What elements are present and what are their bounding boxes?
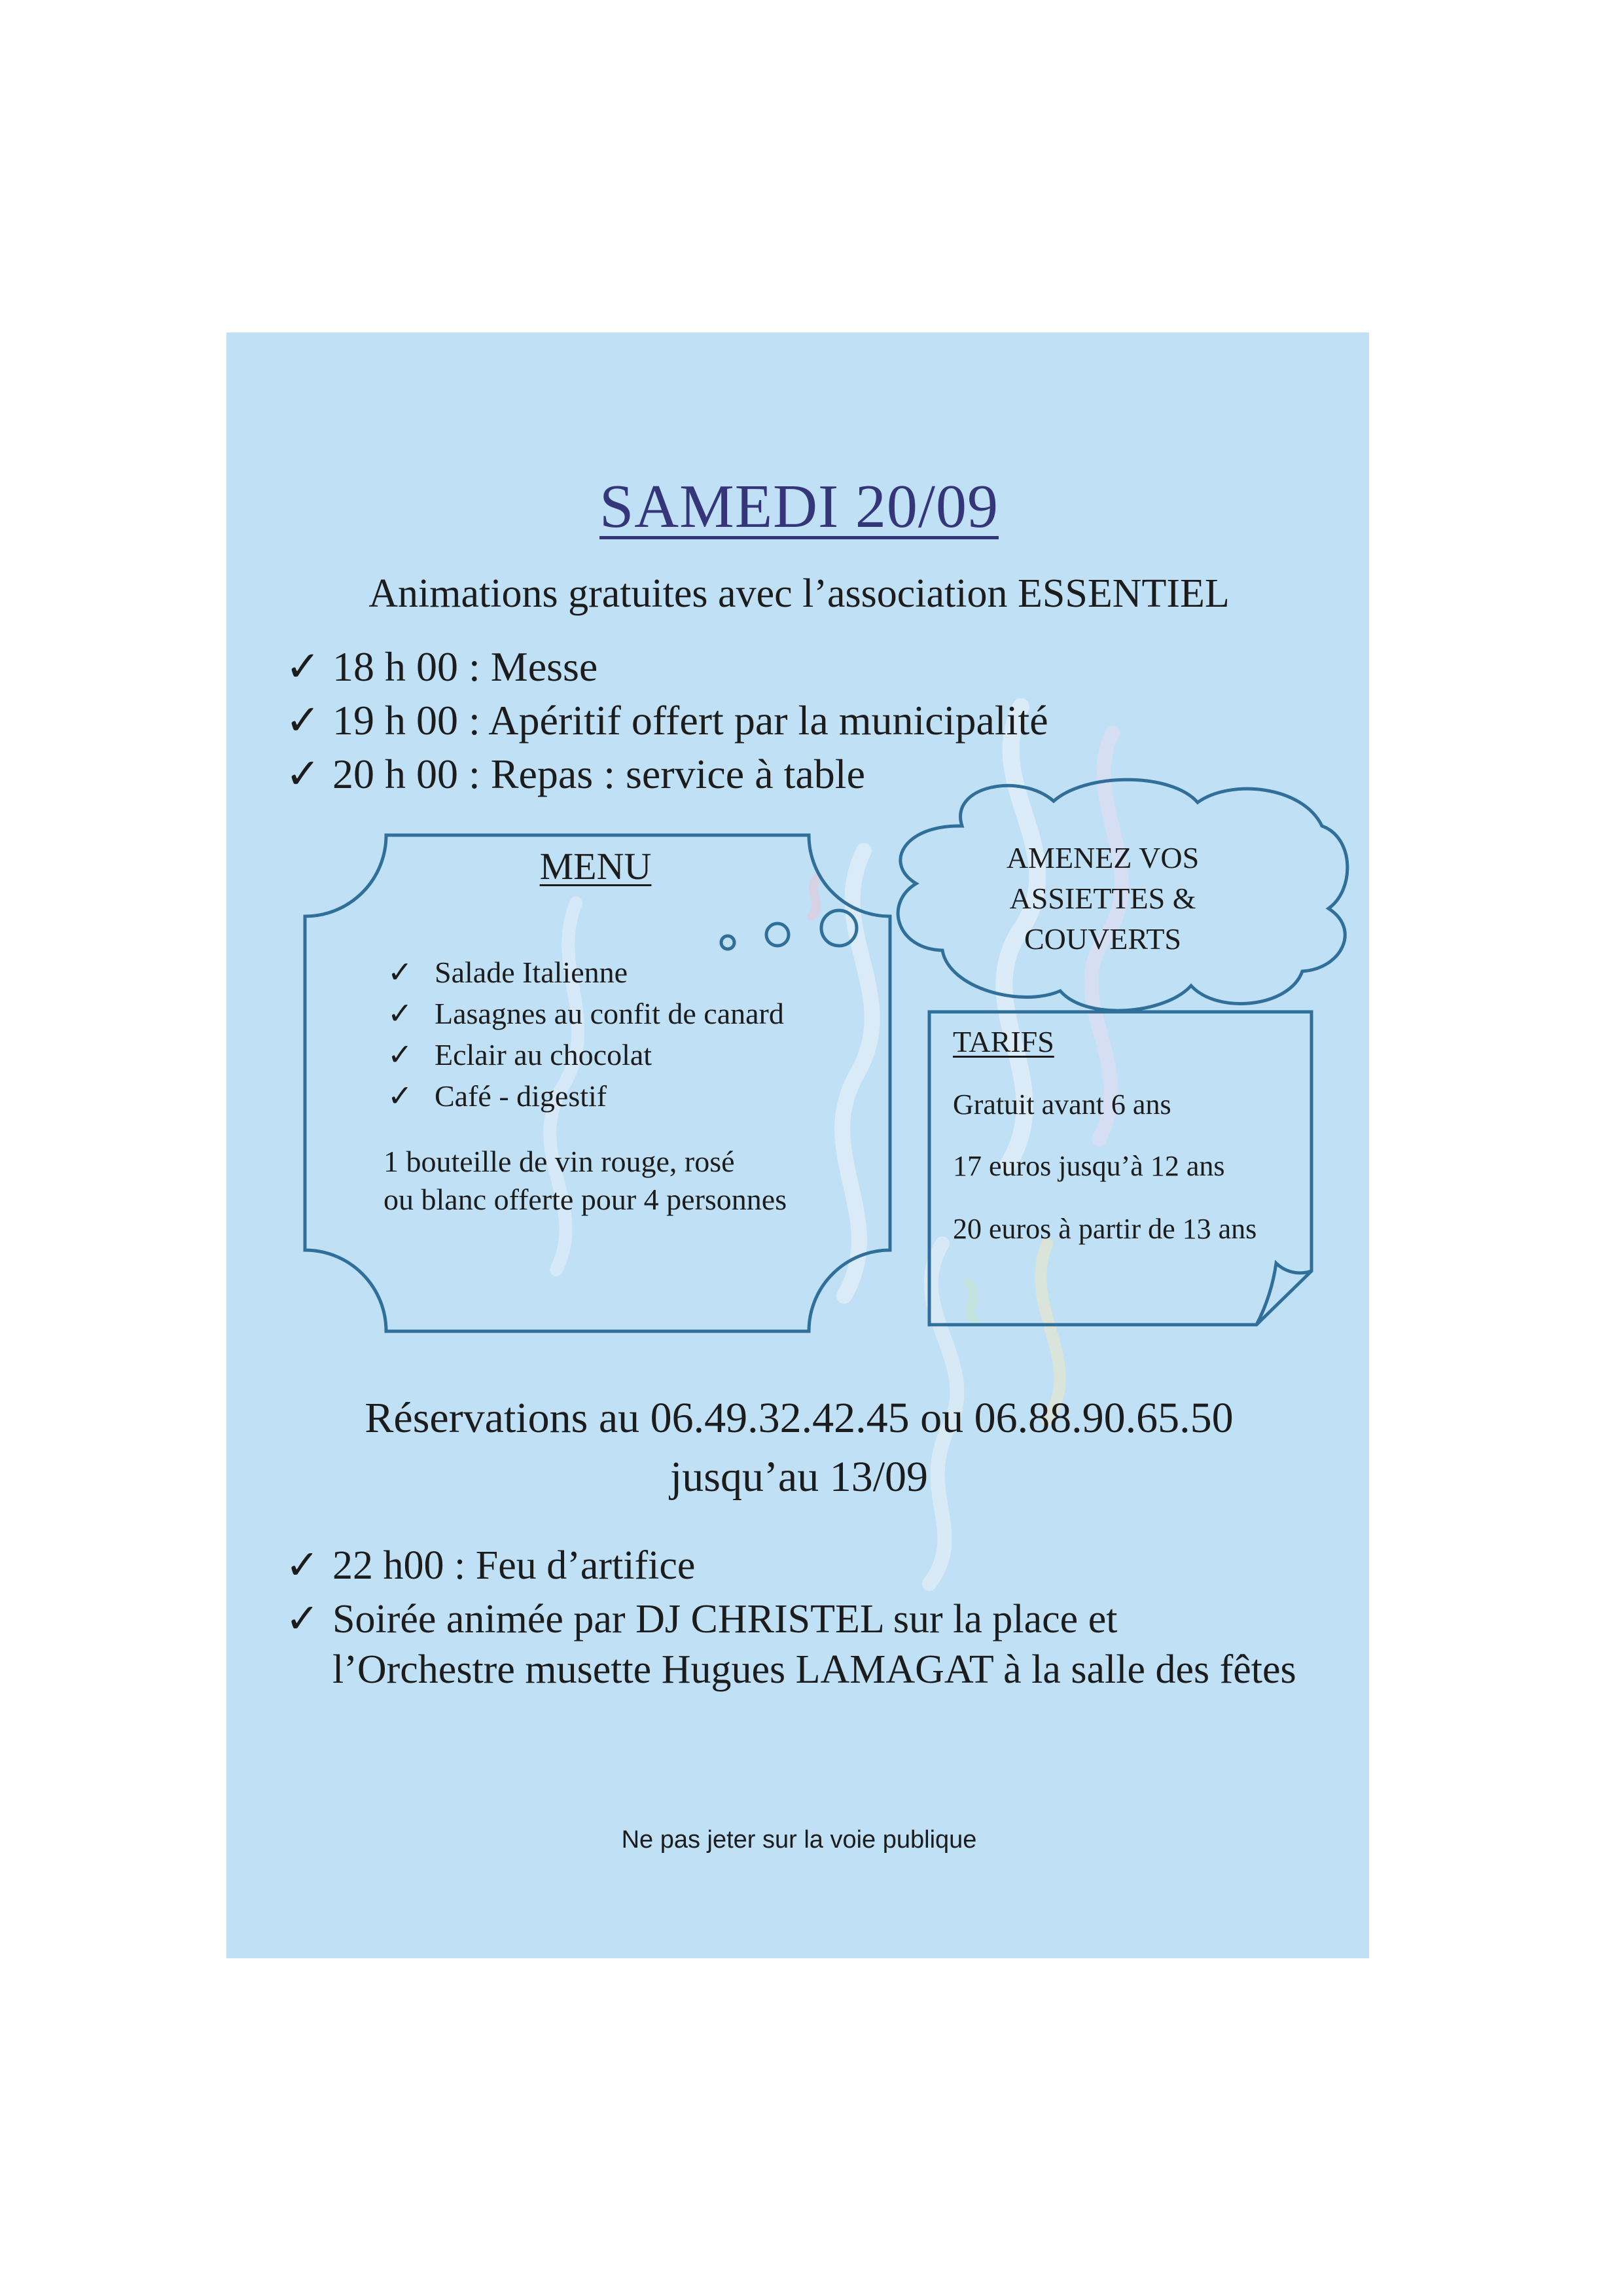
tarifs-title: TARIFS <box>953 1025 1054 1058</box>
footer-note: Ne pas jeter sur la voie publique <box>621 1826 977 1854</box>
reservations-deadline: jusqu’au 13/09 <box>669 1453 929 1501</box>
menu-item-text: Café - digestif <box>435 1079 607 1113</box>
evening-text: Soirée animée par DJ CHRISTEL sur la place et <box>332 1597 1118 1641</box>
schedule-text: 20 h 00 : Repas : service à table <box>332 751 865 797</box>
checkmark-icon: ✓ <box>285 643 321 690</box>
checkmark-icon: ✓ <box>285 751 321 797</box>
tarif-line: 20 euros à partir de 13 ans <box>953 1213 1257 1245</box>
menu-wine-line: 1 bouteille de vin rouge, rosé <box>383 1145 735 1178</box>
bubble-line: ASSIETTES & <box>1009 882 1196 915</box>
menu-wine-line: ou blanc offerte pour 4 personnes <box>383 1183 787 1216</box>
checkmark-icon: ✓ <box>387 1079 413 1113</box>
evening-item <box>285 1594 1117 1643</box>
subtitle: Animations gratuites avec l’association ESSENTIEL <box>368 571 1230 616</box>
reservations-phones: Réservations au 06.49.32.42.45 ou 06.88.90.65.50 <box>365 1394 1234 1442</box>
evening-item <box>285 1541 695 1589</box>
reservations <box>0 1389 1598 1507</box>
tarif-line: Gratuit avant 6 ans <box>953 1088 1171 1121</box>
menu-title: MENU <box>539 845 652 888</box>
evening-text: 22 h00 : Feu d’artifice <box>332 1543 696 1588</box>
menu-item-text: Lasagnes au confit de canard <box>435 997 784 1030</box>
menu-item-text: Salade Italienne <box>435 956 628 989</box>
checkmark-icon: ✓ <box>387 956 413 989</box>
bubble-line: AMENEZ VOS <box>1006 841 1200 874</box>
evening-text: l’Orchestre musette Hugues LAMAGAT à la salle des fêtes <box>332 1647 1296 1692</box>
page-title: SAMEDI 20/09 <box>599 473 999 541</box>
evening-item <box>285 1647 1296 1693</box>
menu-item-text: Eclair au chocolat <box>435 1038 652 1071</box>
checkmark-icon: ✓ <box>285 1597 319 1641</box>
checkmark-icon: ✓ <box>387 1038 413 1071</box>
checkmark-icon: ✓ <box>285 697 321 744</box>
schedule-text: 19 h 00 : Apéritif offert par la municipalité <box>332 697 1048 744</box>
tarif-line: 17 euros jusqu’à 12 ans <box>953 1150 1225 1182</box>
checkmark-icon: ✓ <box>387 997 413 1030</box>
bubble-line: COUVERTS <box>1024 922 1182 956</box>
checkmark-icon: ✓ <box>285 1543 319 1588</box>
schedule-text: 18 h 00 : Messe <box>332 643 598 690</box>
